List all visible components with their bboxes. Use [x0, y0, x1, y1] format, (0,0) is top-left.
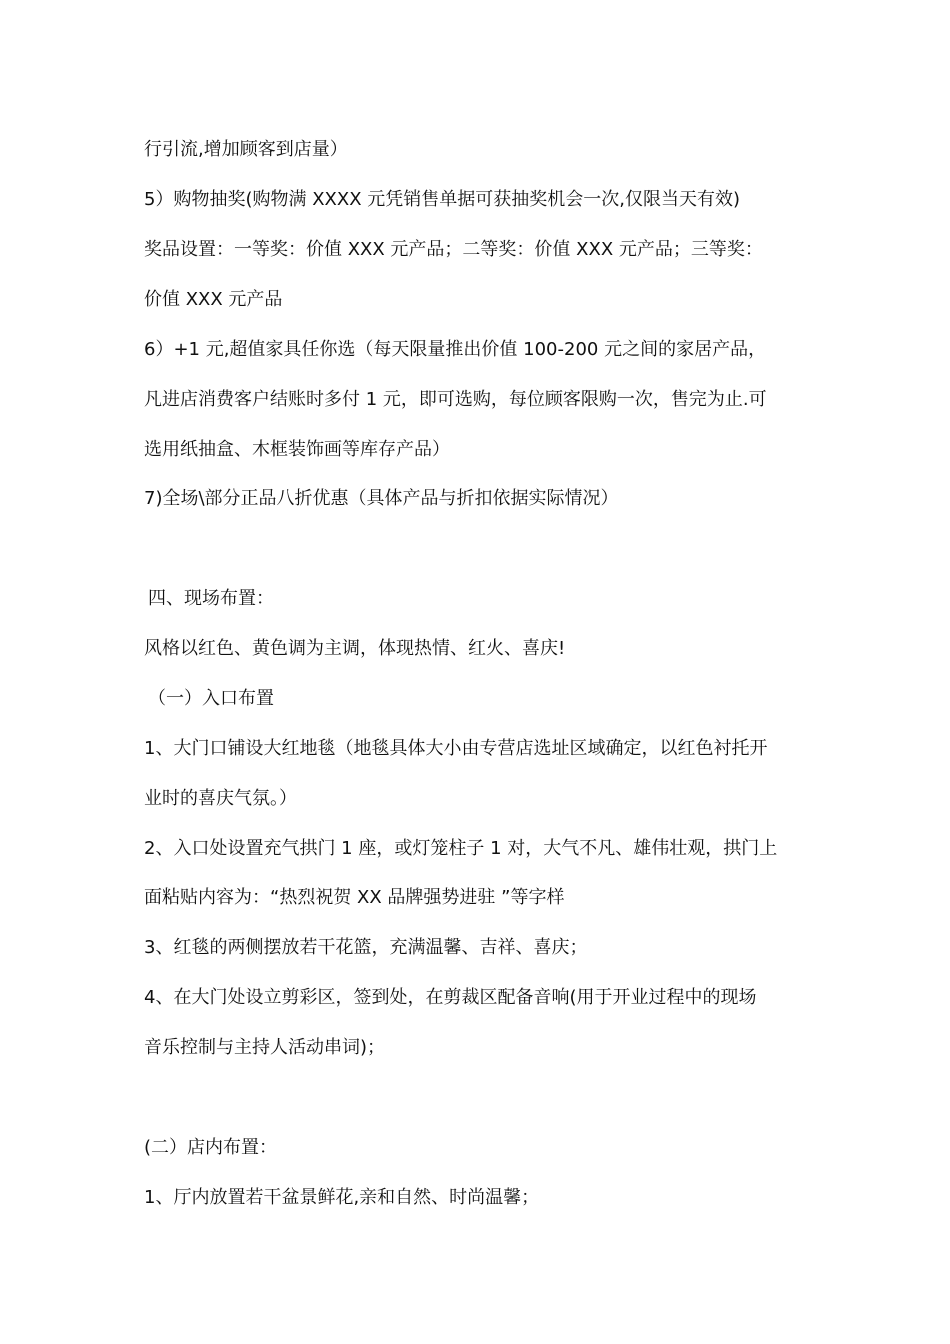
list-item-4: 4、在大门处设立剪彩区，签到处，在剪裁区配备音响(用于开业过程中的现场	[144, 987, 757, 1008]
list-item-1: 1、大门口铺设大红地毯（地毯具体大小由专营店选址区域确定，以红色衬托开	[144, 738, 768, 759]
list-item-6: 6）+1 元,超值家具任你选（每天限量推出价值 100-200 元之间的家居产品，	[144, 339, 767, 360]
list-item-1: 1、厅内放置若干盆景鲜花,亲和自然、时尚温馨；	[144, 1187, 540, 1208]
text-line: 面粘贴内容为：“热烈祝贺 XX 品牌强势进驻 ”等字样	[144, 887, 565, 908]
list-item-7: 7)全场\部分正品八折优惠（具体产品与折扣依据实际情况）	[144, 488, 619, 509]
text-line: 风格以红色、黄色调为主调，体现热情、红火、喜庆!	[144, 638, 566, 659]
text-line: 音乐控制与主持人活动串词)；	[144, 1037, 386, 1058]
subsection-heading: (二）店内布置：	[144, 1137, 278, 1158]
section-heading: 四、现场布置：	[148, 588, 274, 609]
list-item-3: 3、红毯的两侧摆放若干花篮，充满温馨、吉祥、喜庆；	[144, 937, 588, 958]
text-line: 业时的喜庆气氛。）	[144, 788, 297, 809]
text-line: 奖品设置：一等奖：价值 XXX 元产品；二等奖：价值 XXX 元产品；三等奖：	[144, 239, 763, 260]
subsection-heading: （一）入口布置	[148, 688, 274, 709]
text-line: 价值 XXX 元产品	[144, 289, 283, 310]
text-line: 行引流,增加顾客到店量）	[144, 139, 348, 160]
list-item-5: 5）购物抽奖(购物满 XXXX 元凭销售单据可获抽奖机会一次,仅限当天有效)	[144, 189, 740, 210]
text-line: 凡进店消费客户结账时多付 1 元，即可选购，每位顾客限购一次，售完为止.可	[144, 389, 767, 410]
list-item-2: 2、入口处设置充气拱门 1 座，或灯笼柱子 1 对，大气不凡、雄伟壮观，拱门上	[144, 838, 778, 859]
text-line: 选用纸抽盒、木框装饰画等库存产品）	[144, 439, 450, 460]
